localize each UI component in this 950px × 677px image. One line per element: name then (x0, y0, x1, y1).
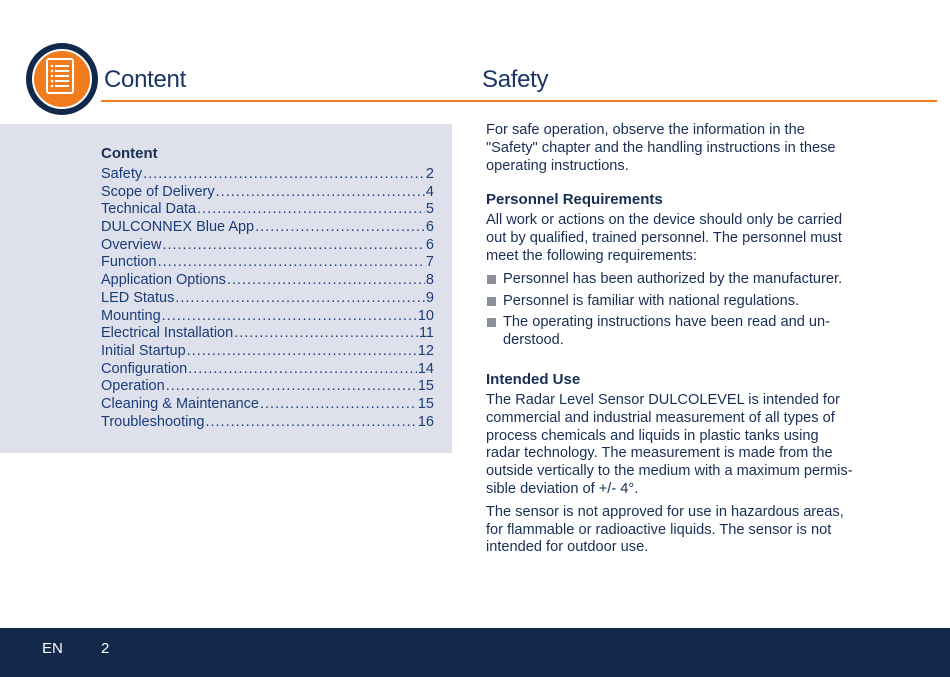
language-code: EN (42, 640, 63, 657)
bullet-square-icon (487, 318, 496, 327)
requirement-item: The operating instructions have been read and un-derstood. (486, 314, 856, 350)
toc-list (101, 166, 434, 431)
content-logo (26, 43, 98, 115)
toc-entry-page: 14 (417, 360, 434, 377)
intended-use-heading: Intended Use (486, 370, 581, 388)
personnel-text: All work or actions on the device should only be carried out by qualified, trained personnel. The personnel must meet the following requirements: (486, 212, 843, 264)
toc-leader-dots (187, 343, 417, 359)
toc-leader-dots (143, 166, 425, 182)
toc-entry-page: 5 (425, 201, 434, 218)
toc-entry-page: 16 (417, 413, 434, 430)
toc-entry-page: 11 (418, 325, 434, 342)
toc-entry-label: Cleaning & Maintenance (101, 395, 259, 412)
toc-leader-dots (197, 201, 425, 217)
safety-title: Safety (482, 66, 549, 93)
toc-entry[interactable] (101, 325, 434, 343)
intended-use-restriction: The sensor is not approved for use in hazardous areas, for flammable or radioactive liquids. The sensor is not intended for outdoor use. (486, 503, 844, 556)
toc-leader-dots (158, 254, 425, 270)
toc-leader-dots (162, 308, 417, 324)
toc-entry-label: Scope of Delivery (101, 183, 215, 200)
toc-entry[interactable] (101, 396, 434, 414)
toc-entry-label: Mounting (101, 307, 161, 324)
toc-entry[interactable] (101, 343, 434, 361)
toc-leader-dots (255, 219, 425, 235)
toc-entry-label: Initial Startup (101, 342, 186, 359)
toc-entry-page: 15 (417, 378, 434, 395)
header-divider (101, 100, 937, 102)
toc-entry-label: DULCONNEX Blue App (101, 219, 255, 236)
toc-entry-page: 15 (417, 395, 434, 412)
requirement-item: Personnel is familiar with national regulations. (486, 293, 856, 311)
bullet-square-icon (487, 275, 496, 284)
toc-leader-dots (227, 272, 425, 288)
toc-entry-page: 2 (425, 166, 434, 182)
toc-entry-page: 6 (425, 219, 434, 236)
toc-heading: Content (101, 145, 158, 162)
toc-entry[interactable] (101, 378, 434, 396)
toc-entry-label: Technical Data (101, 201, 197, 218)
toc-leader-dots (234, 325, 418, 341)
toc-entry-page: 10 (417, 307, 434, 324)
toc-entry-page: 4 (425, 183, 434, 200)
toc-entry[interactable] (101, 237, 434, 255)
intended-use-text: The Radar Level Sensor DULCOLEVEL is intended for commercial and industrial measurement of all types of process chemicals and liquids in plastic tanks using radar technology. The measurement is made from the outside vertically to the medium with a maximum permis-sible deviation of +/- 4°. (486, 391, 853, 497)
toc-entry-page: 6 (425, 236, 434, 253)
toc-entry-label: LED Status (101, 289, 175, 306)
toc-entry-page: 8 (425, 272, 434, 289)
toc-entry[interactable] (101, 272, 434, 290)
toc-entry-label: Electrical Installation (101, 325, 234, 342)
toc-leader-dots (260, 396, 417, 412)
page-number: 2 (101, 640, 110, 657)
safety-section (486, 122, 856, 562)
toc-leader-dots (166, 378, 417, 394)
toc-entry-label: Operation (101, 378, 165, 395)
toc-entry-label: Troubleshooting (101, 413, 205, 430)
toc-entry[interactable] (101, 308, 434, 326)
toc-entry-label: Function (101, 254, 157, 271)
personnel-heading: Personnel Requirements (486, 191, 663, 209)
toc-entry-label: Configuration (101, 360, 188, 377)
toc-entry-page: 9 (425, 289, 434, 306)
toc-entry-label: Safety (101, 166, 143, 182)
toc-leader-dots (175, 290, 425, 306)
toc-leader-dots (216, 184, 425, 200)
bullet-square-icon (487, 297, 496, 306)
toc-entry[interactable] (101, 201, 434, 219)
toc-leader-dots (205, 414, 416, 430)
document-list-icon (46, 58, 74, 94)
toc-leader-dots (188, 361, 417, 377)
toc-entry[interactable] (101, 184, 434, 202)
safety-intro: For safe operation, observe the information in the "Safety" chapter and the handling instructions in these operating instructions. (486, 122, 836, 174)
toc-entry-page: 7 (425, 254, 434, 271)
content-title: Content (104, 66, 186, 93)
page-footer (0, 628, 950, 677)
toc-leader-dots (162, 237, 424, 253)
toc-entry[interactable] (101, 414, 434, 432)
toc-entry-page: 12 (417, 342, 434, 359)
toc-entry[interactable] (101, 254, 434, 272)
toc-entry[interactable] (101, 166, 434, 184)
toc-entry-label: Overview (101, 236, 162, 253)
toc-entry-label: Application Options (101, 272, 226, 289)
toc-entry[interactable] (101, 361, 434, 379)
requirements-list (486, 271, 856, 350)
requirement-item: Personnel has been authorized by the manufacturer. (486, 271, 856, 289)
toc-entry[interactable] (101, 290, 434, 308)
toc-entry[interactable] (101, 219, 434, 237)
